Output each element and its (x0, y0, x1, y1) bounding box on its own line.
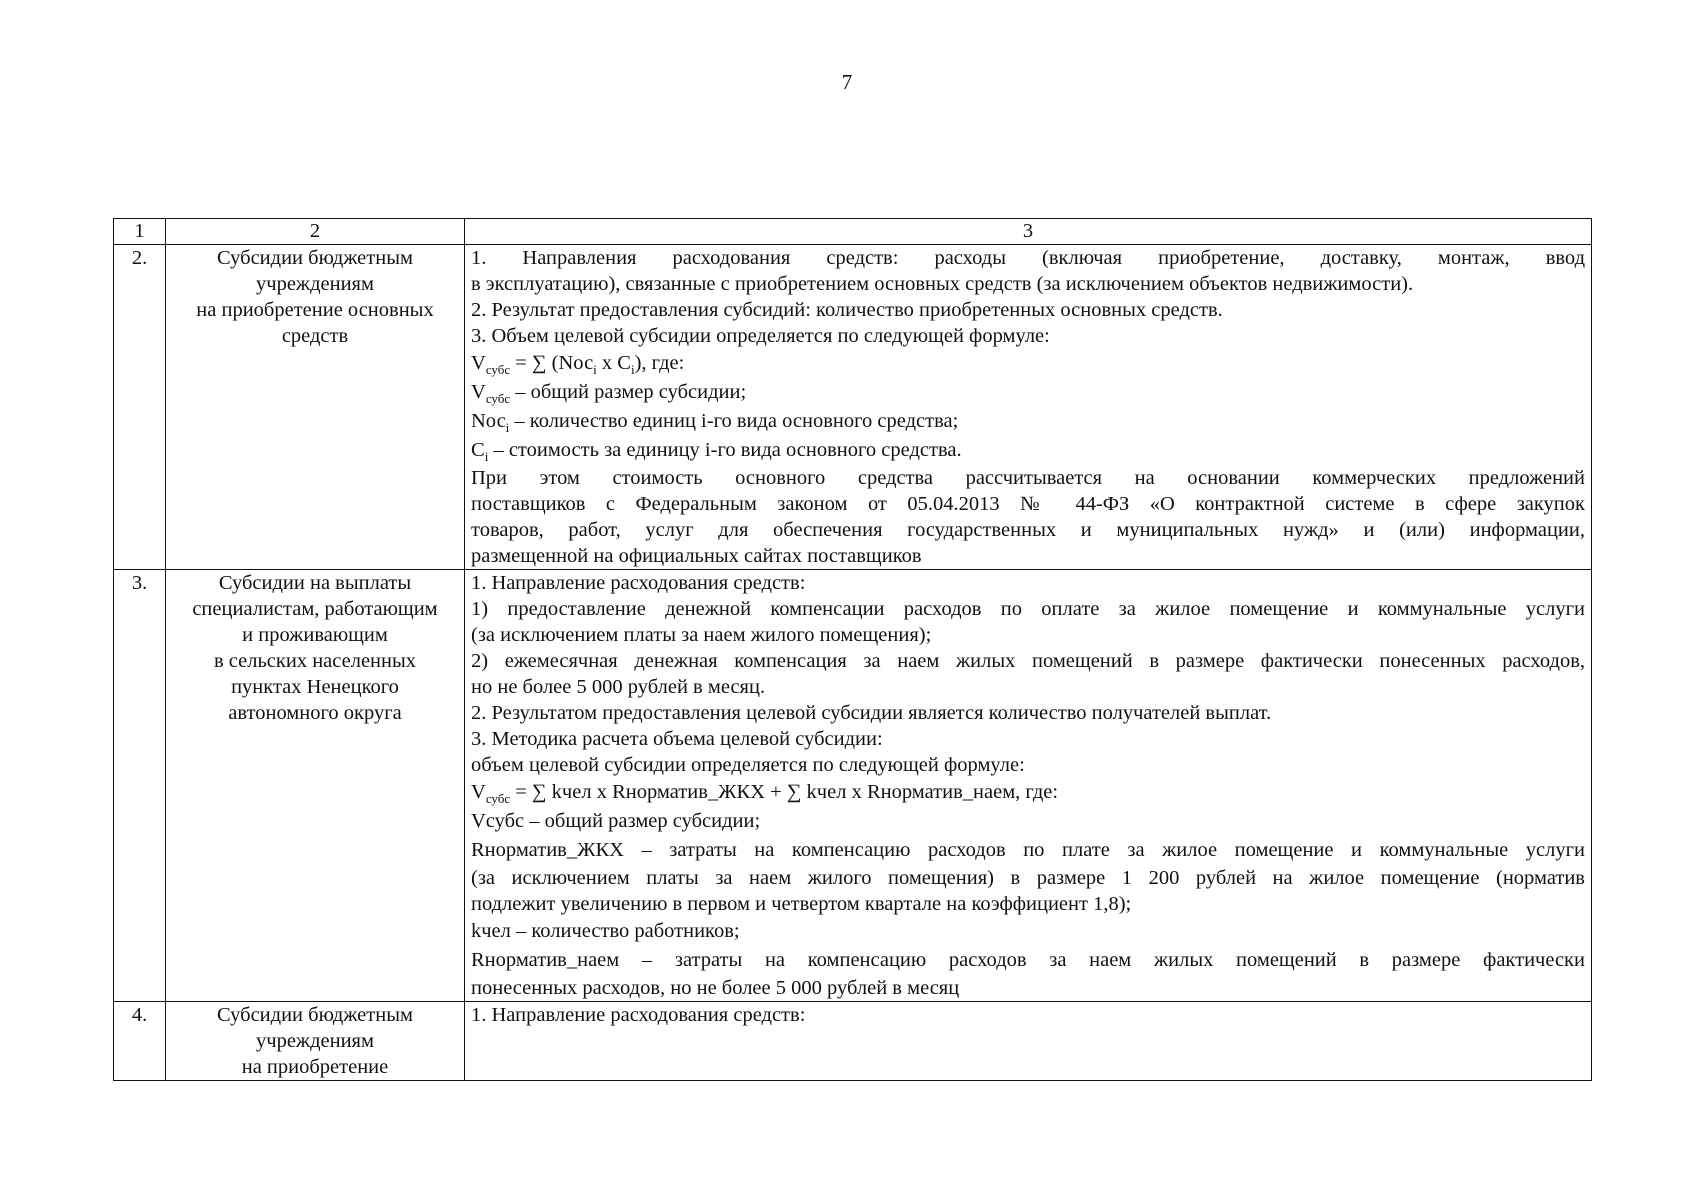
formula-text: V (471, 352, 486, 374)
row-number: 2. (114, 245, 166, 570)
description-line: 1) предоставление денежной компенсации расходов по оплате за жилое помещение и коммунальные услуги (471, 598, 1585, 620)
subsidy-description (465, 570, 1592, 1002)
subsidy-name-line: Субсидии на выплаты (218, 572, 412, 594)
formula-text: ), где: (634, 352, 685, 374)
description-line: (за исключением платы за наем жилого помещения); (471, 624, 932, 646)
formula-line (471, 378, 1585, 407)
formula-text: V (471, 381, 486, 403)
formula-line (471, 778, 1585, 807)
description-line: поставщиков с Федеральным законом от 05.04.2013 № 44-ФЗ «О контрактной системе в сфере закупок (471, 493, 1585, 515)
subsidy-name (166, 1002, 465, 1081)
page-number: 7 (841, 70, 853, 94)
formula-subscript: субс (485, 362, 511, 378)
header-col-1: 1 (114, 219, 166, 245)
formula-text: C (471, 439, 485, 461)
description-line: товаров, работ, услуг для обеспечения государственных и муниципальных нужд» и (или) информации, (471, 519, 1585, 541)
formula-text: = ∑ (Nос (510, 352, 594, 374)
formula-text: – стоимость за единицу i-го вида основного средства. (488, 439, 962, 461)
header-col-3: 3 (465, 219, 1592, 245)
subsidy-name-line: и проживающим (242, 624, 388, 646)
formula-subscript: i (593, 362, 597, 378)
row-number: 3. (114, 570, 166, 1002)
description-line: понесенных расходов, но не более 5 000 рублей в месяц (471, 977, 960, 999)
formula-subscript: i (505, 420, 510, 436)
formula-text: – количество единиц i-го вида основного средства; (509, 410, 959, 432)
formula-subscript: i (484, 449, 489, 465)
description-line: подлежит увеличению в первом и четвертом квартале на коэффициент 1,8); (471, 893, 1132, 915)
description-line: 3. Объем целевой субсидии определяется по следующей формуле: (471, 325, 1050, 347)
formula-text: x C (596, 352, 631, 374)
description-line: При этом стоимость основного средства рассчитывается на основании коммерческих предложений (471, 467, 1585, 489)
subsidy-name-line: средств (281, 325, 349, 347)
subsidy-description (465, 245, 1592, 570)
formula-text: = ∑ kчел x Rнорматив_ЖКХ + ∑ kчел x Rнорматив_наем, где: (510, 781, 1059, 803)
subsidy-name-line: пунктах Ненецкого (231, 676, 399, 698)
header-col-2: 2 (166, 219, 465, 245)
table-header-row (114, 219, 1592, 245)
subsidy-name (166, 245, 465, 570)
description-line: 2. Результатом предоставления целевой субсидии является количество получателей выплат. (471, 702, 1272, 724)
formula-text: Nос (471, 410, 506, 432)
subsidy-name-line: специалистам, работающим (192, 598, 438, 620)
description-line: 1. Направление расходования средств: (471, 572, 806, 594)
formula-subscript: i (630, 362, 635, 378)
description-line: но не более 5 000 рублей в месяц. (471, 676, 766, 698)
formula-line (471, 436, 1585, 465)
description-line: 3. Методика расчета объема целевой субсидии: (471, 728, 883, 750)
subsidy-table (113, 218, 1592, 1081)
row-number: 4. (114, 1002, 166, 1081)
subsidy-name-line: Субсидии бюджетным (217, 247, 413, 269)
description-line: Vсубс – общий размер субсидии; (471, 810, 761, 832)
description-line: в эксплуатацию), связанные с приобретением основных средств (за исключением объектов недвижимости). (471, 273, 1414, 295)
table-row (114, 570, 1592, 1002)
subsidy-name (166, 570, 465, 1002)
formula-subscript: субс (485, 791, 511, 807)
subsidy-name-line: автономного округа (228, 702, 402, 724)
subsidy-name-line: учреждениям (256, 1030, 374, 1052)
formula-line (471, 407, 1585, 436)
subsidy-name-line: на приобретение (241, 1056, 389, 1078)
description-line: (за исключением платы за наем жилого помещения) в размере 1 200 рублей на жилое помещение (норматив (471, 867, 1585, 889)
description-line: kчел – количество работников; (471, 920, 740, 942)
table-row (114, 1002, 1592, 1081)
description-line: 2. Результат предоставления субсидий: количество приобретенных основных средств. (471, 299, 1223, 321)
subsidy-description (465, 1002, 1592, 1081)
description-line: Rнорматив_наем – затраты на компенсацию расходов за наем жилых помещений в размере фактически (471, 949, 1585, 971)
description-line: 1. Направления расходования средств: расходы (включая приобретение, доставку, монтаж, ввод (471, 247, 1585, 269)
description-line: размещенной на официальных сайтах поставщиков (471, 545, 922, 567)
formula-text: – общий размер субсидии; (510, 381, 747, 403)
subsidy-name-line: Субсидии бюджетным (217, 1004, 413, 1026)
subsidy-name-line: в сельских населенных (213, 650, 417, 672)
subsidy-name-line: на приобретение основных (196, 299, 434, 321)
subsidy-name-line: учреждениям (256, 273, 374, 295)
formula-text: V (471, 781, 486, 803)
formula-subscript: субс (485, 391, 511, 407)
formula-line (471, 349, 1585, 378)
description-line: 2) ежемесячная денежная компенсация за наем жилых помещений в размере фактически понесенных расходов, (471, 650, 1585, 672)
description-line: объем целевой субсидии определяется по следующей формуле: (471, 754, 1025, 776)
description-line: Rнорматив_ЖКХ – затраты на компенсацию расходов по плате за жилое помещение и коммунальные услуги (471, 839, 1585, 861)
description-line: 1. Направление расходования средств: (471, 1004, 806, 1026)
table-row (114, 245, 1592, 570)
